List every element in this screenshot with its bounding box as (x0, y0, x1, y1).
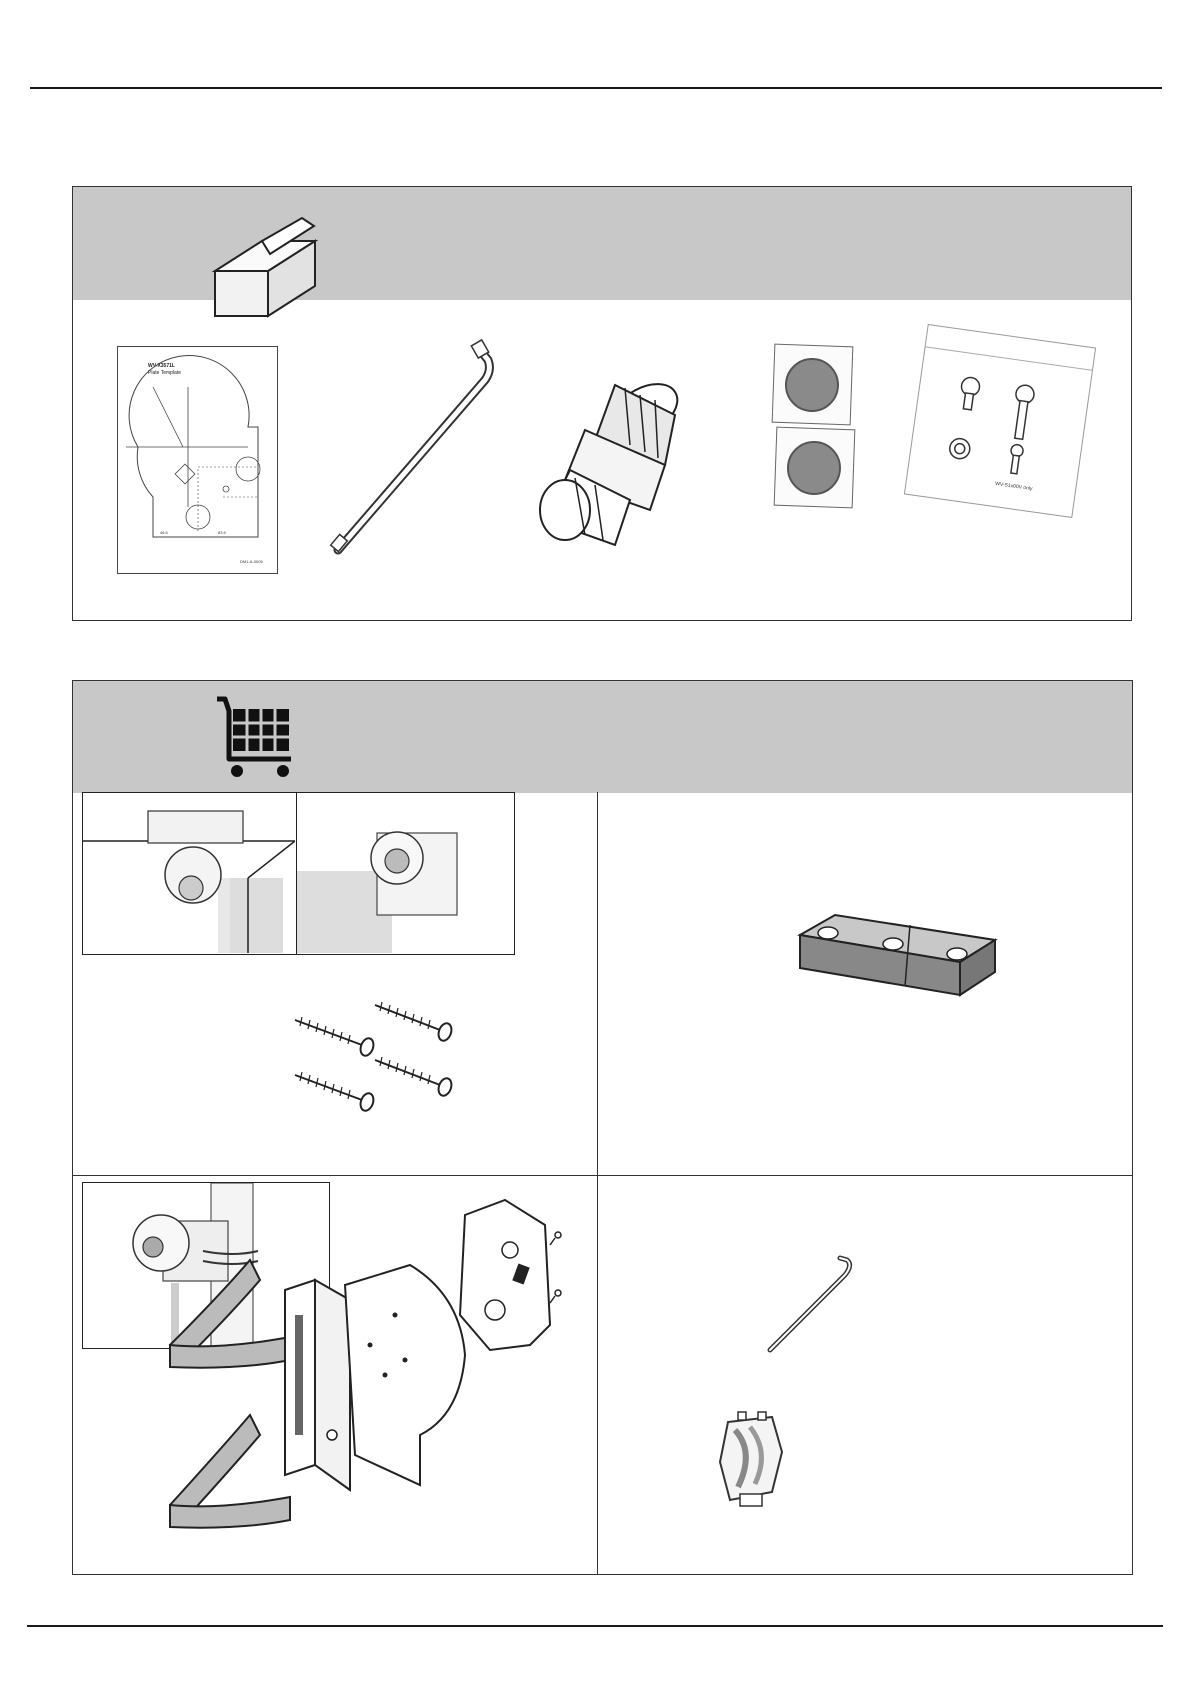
ceiling-mount-inset (82, 792, 297, 955)
cable-gland-icon (535, 370, 695, 550)
template-dim-b: 83.5 (218, 530, 226, 535)
seal-disc-1 (784, 357, 840, 413)
optional-grid-horizontal (73, 1175, 1132, 1176)
template-subtitle: Plate Template (148, 370, 181, 376)
template-dim-a: 46.5 (160, 530, 168, 535)
template-code: DM1-A-0005 (240, 559, 263, 564)
shopping-cart-icon (215, 695, 295, 779)
top-rule (30, 87, 1162, 89)
wall-mount-inset (297, 792, 515, 955)
optional-grid-vertical (597, 792, 598, 1575)
pole-mount-bracket-icon (160, 1255, 580, 1570)
cable-cover-icon (710, 1412, 790, 1512)
mounting-template-sheet (117, 346, 278, 574)
wood-screws-icon (290, 1000, 475, 1130)
open-box-icon (210, 216, 320, 320)
rubber-seal-2 (774, 427, 856, 509)
bottom-rule (27, 1625, 1163, 1627)
seal-disc-2 (786, 440, 842, 496)
template-title: WV-X3571L (148, 363, 175, 369)
small-hex-key-icon (765, 1255, 860, 1355)
screw-bag-note: WV-S1x00V only (994, 480, 1033, 493)
spacer-block-icon (795, 910, 1000, 1000)
screw-bag (904, 324, 1096, 518)
hex-key-icon (330, 340, 530, 555)
rubber-seal-1 (772, 344, 854, 426)
